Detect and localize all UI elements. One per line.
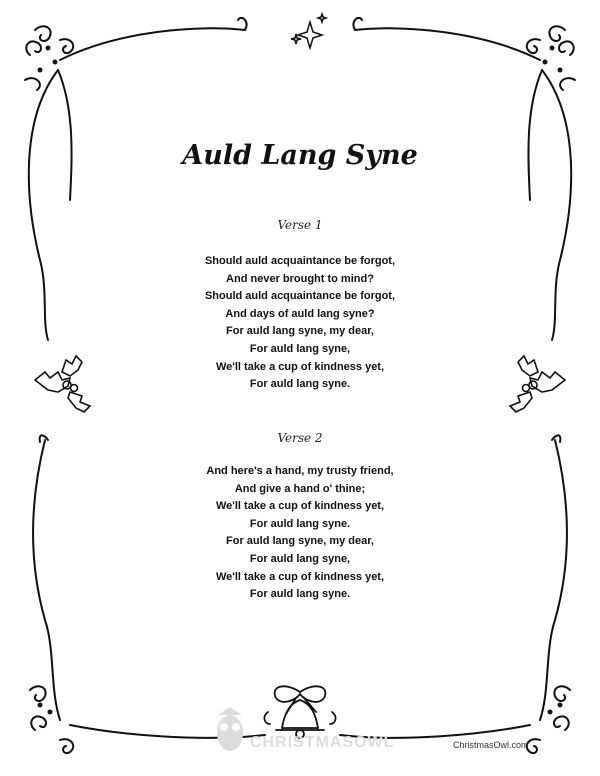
lyric-line: For auld lang syne,	[249, 552, 351, 565]
lyric-line: For auld lang syne, my dear,	[226, 535, 374, 548]
owl-logo-icon	[212, 705, 248, 755]
lyric-line: We'll take a cup of kindness yet,	[215, 500, 385, 513]
lyric-line: We'll take a cup of kindness yet,	[215, 570, 385, 583]
lyric-line: For auld lang syne,	[249, 342, 351, 355]
lyric-line: For auld lang syne.	[249, 588, 351, 601]
verse-heading: Verse 2	[277, 431, 323, 445]
lyric-line: And days of auld lang syne?	[225, 307, 375, 320]
corner-swirl-bottom-left	[30, 686, 73, 753]
bell-with-bow-icon	[264, 686, 335, 738]
lyric-line: Should auld acquaintance be forgot,	[204, 255, 396, 267]
lyric-line: For auld lang syne.	[249, 517, 351, 530]
watermark-text: CHRISTMASOWL	[250, 734, 395, 751]
verse-heading: Verse 1	[277, 218, 323, 232]
lyric-line: And here's a hand, my trusty friend,	[206, 465, 394, 477]
site-url: ChristmasOwl.com	[453, 740, 529, 750]
verse-lyrics	[0, 253, 600, 394]
corner-swirl-bottom-right	[527, 686, 570, 753]
verse-lyrics	[0, 463, 600, 604]
sparkle-stars-icon	[291, 14, 326, 48]
lyric-line: Should auld acquaintance be forgot,	[204, 290, 396, 303]
lyric-line: We'll take a cup of kindness yet,	[215, 360, 385, 373]
lyric-line: And never brought to mind?	[226, 272, 374, 285]
page-title: Auld Lang Syne	[182, 140, 418, 171]
lyric-line: And give a hand o' thine;	[234, 482, 366, 495]
lyric-line: For auld lang syne, my dear,	[226, 325, 374, 338]
lyric-line: For auld lang syne.	[249, 378, 351, 391]
